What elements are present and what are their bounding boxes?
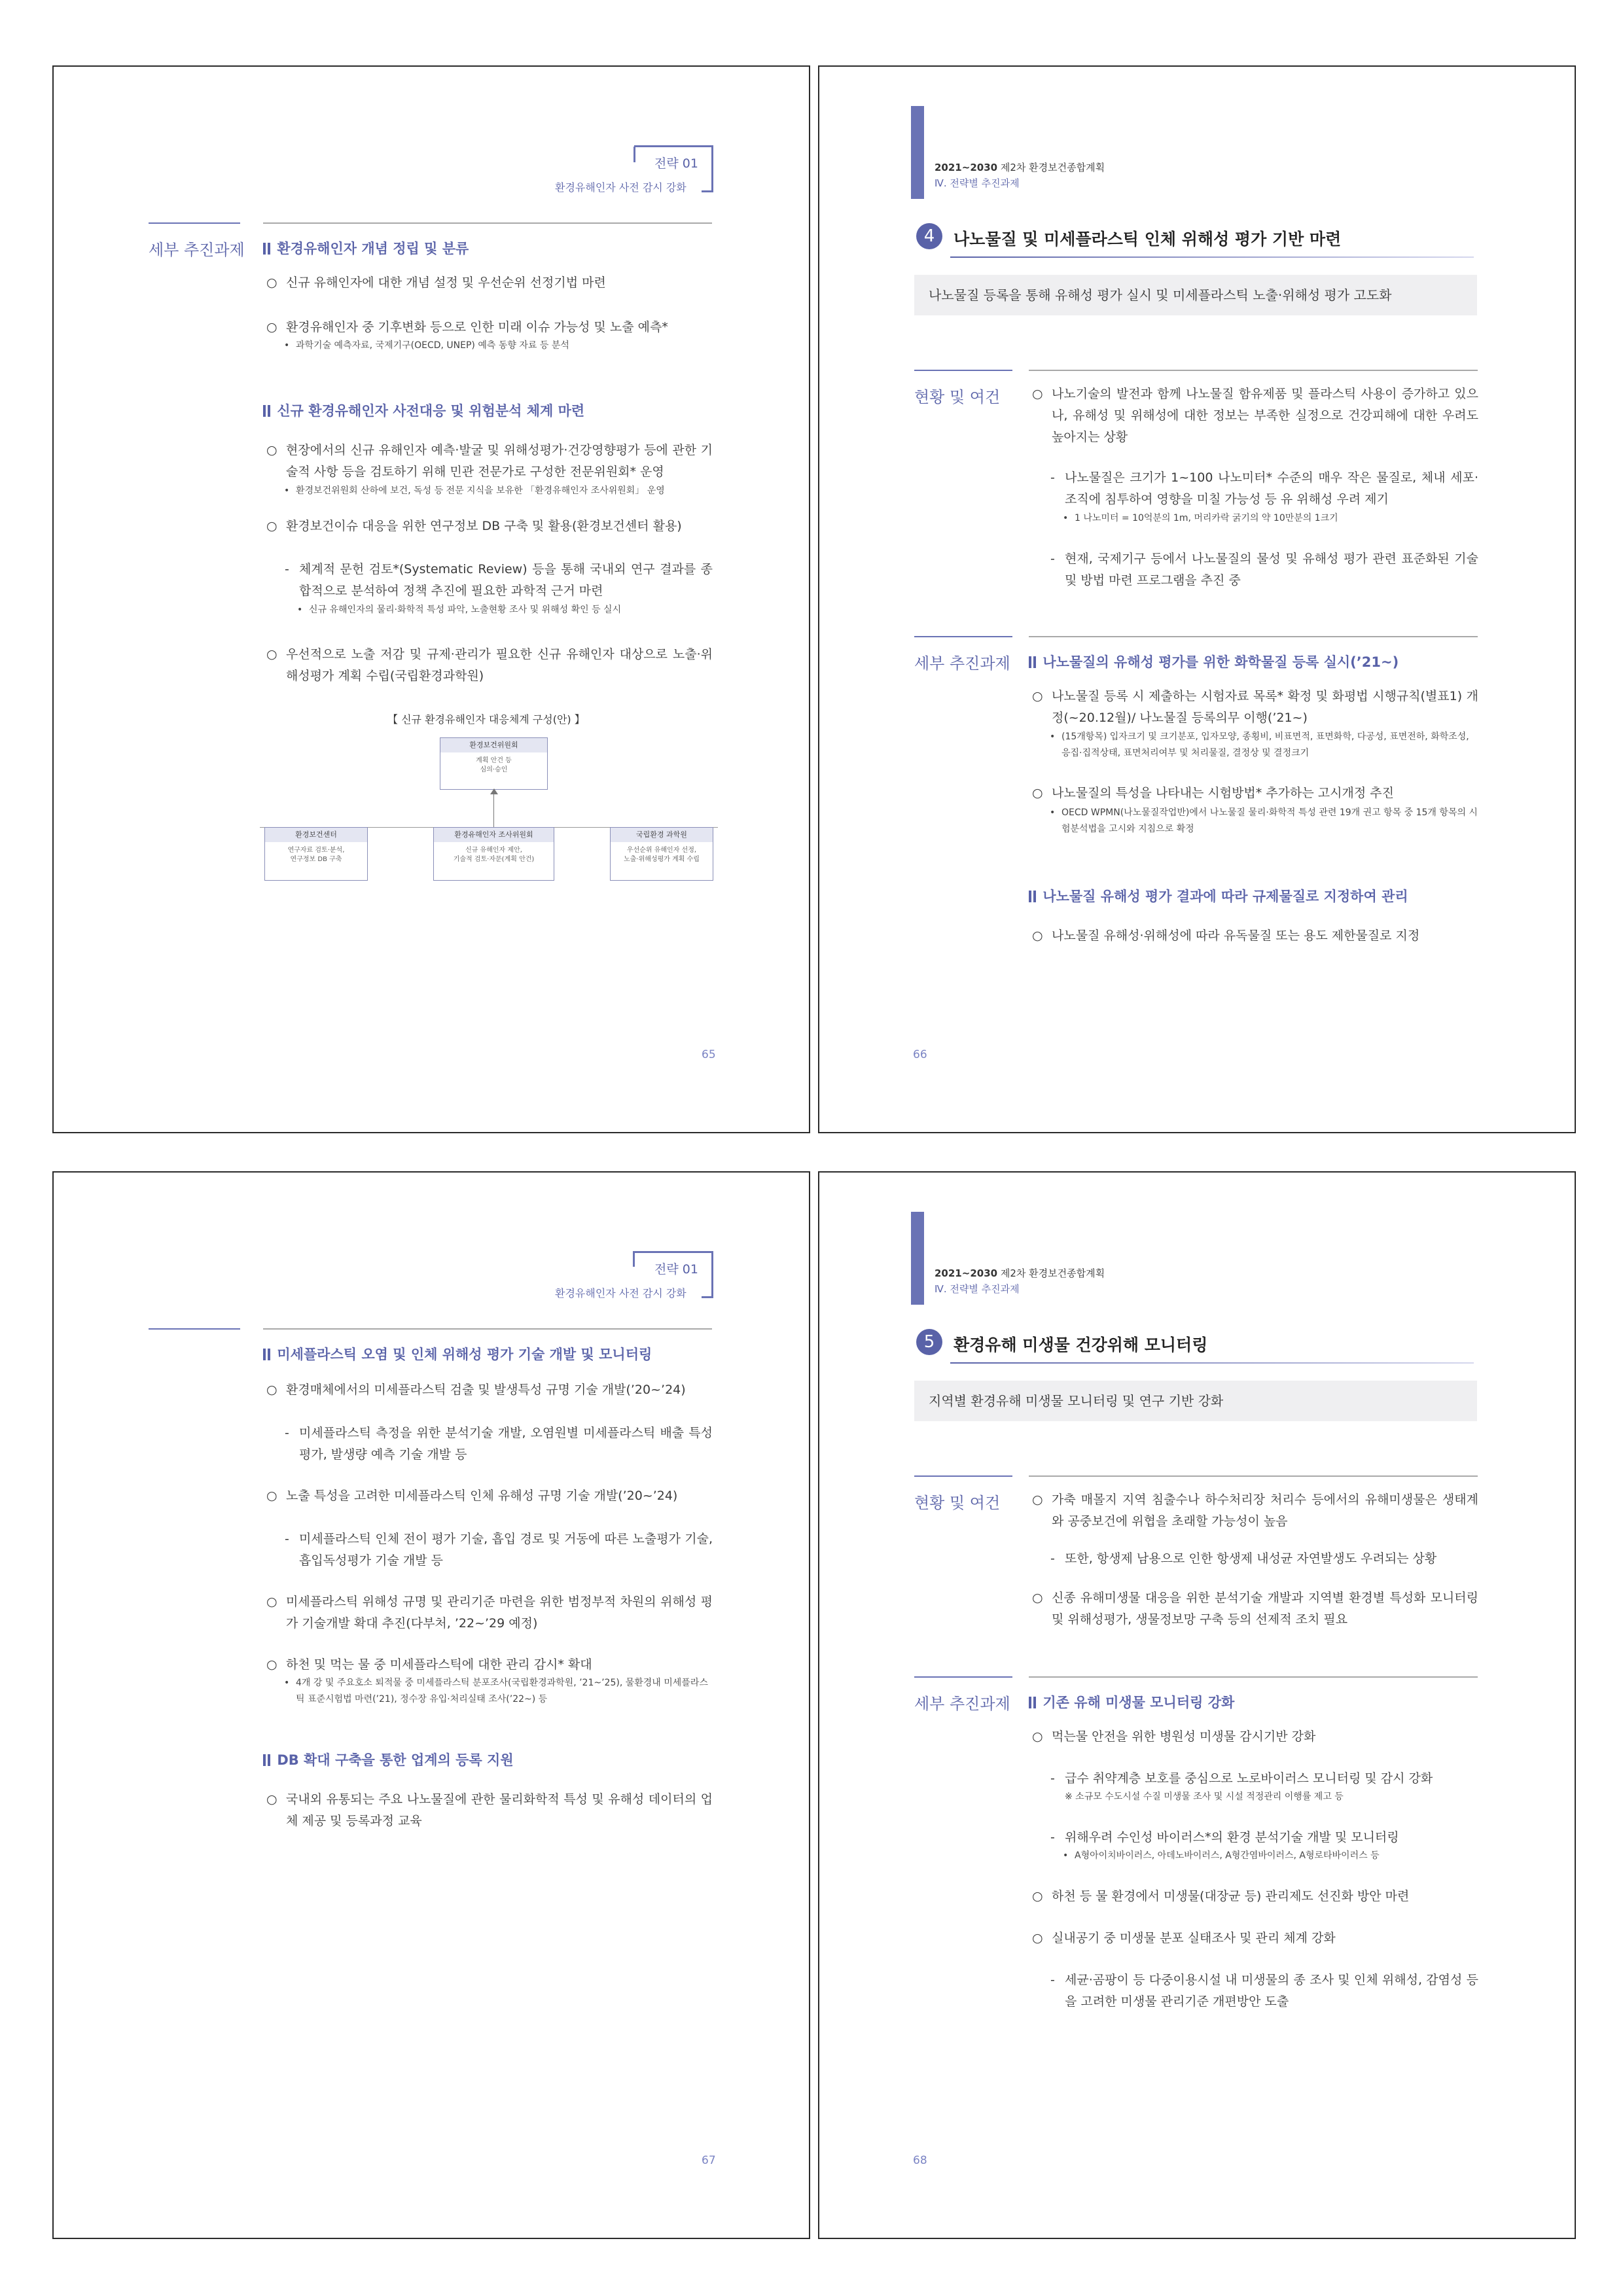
list-item: ○ 미세플라스틱 위해성 규명 및 관리기준 마련을 위한 범정부적 차원의 위해성 평가 기술개발 확대 추진(다부처, ’22~’29 예정) [266,1595,713,1631]
section-rule [1029,1475,1478,1477]
diagram-box-head: 환경유해인자 조사위원회 [434,828,554,842]
header-bar [911,106,924,199]
summary-box: 지역별 환경유해 미생물 모니터링 및 연구 기반 강화 [914,1381,1477,1421]
side-rule [149,222,240,224]
diagram-title: 【 신규 환경유해인자 대응체계 구성(안) 】 [387,713,585,726]
section-rule [263,222,712,224]
diagram-box-text: 연구정보 DB 구축 [290,856,342,863]
diagram-box-center [264,827,368,881]
diagram-box-text: 우선순위 유해인자 선정, [626,847,697,854]
section-title: 환경유해 미생물 건강위해 모니터링 [954,1335,1208,1354]
section-heading: 기존 유해 미생물 모니터링 강화 [1029,1692,1234,1712]
sub-item: - 세균·곰팡이 등 다중이용시설 내 미생물의 종 조사 및 인체 위해성, 감염성 등을 고려한 미생물 관리기준 개편방안 도출 [1050,1973,1478,2009]
section-heading: 나노물질 유해성 평가 결과에 따라 규제물질로 지정하여 관리 [1029,886,1408,906]
summary-box: 나노물질 등록을 통해 유해성 평가 실시 및 미세플라스틱 노출·위해성 평가 고도화 [914,275,1477,315]
side-label: 현황 및 여건 [914,1494,1001,1512]
page-66 [818,65,1576,1133]
list-item: ○ 환경유해인자 중 기후변화 등으로 인한 미래 이슈 가능성 및 노출 예측* [266,320,668,334]
diagram-box-text: 신규 유해인자 제안, [465,847,522,854]
list-item: ○ 나노물질 유해성·위해성에 따라 유독물질 또는 용도 제한물질로 지정 [1032,928,1420,943]
section-rule [1029,636,1478,637]
diagram-box-text: 심의·승인 [480,766,508,773]
diagram-box-head: 환경보건위원회 [440,738,547,752]
sub-item: - 미세플라스틱 측정을 위한 분석기술 개발, 오염원별 미세플라스틱 배출 특성 평가, 발생량 예측 기술 개발 등 [285,1426,713,1462]
strategy-subtitle: 환경유해인자 사전 감시 강화 [555,1287,687,1299]
side-label: 현황 및 여건 [914,388,1001,406]
list-item: ○ 신규 유해인자에 대한 개념 설정 및 우선순위 선정기법 마련 [266,275,606,290]
list-item: ○ 하천 및 먹는 물 중 미세플라스틱에 대한 관리 감시* 확대 [266,1657,592,1672]
page-number: 66 [913,1048,927,1061]
sub-item: - 위해우려 수인성 바이러스*의 환경 분석기술 개발 및 모니터링 [1050,1830,1399,1845]
page-number: 65 [702,1048,716,1061]
side-label: 세부 추진과제 [914,654,1010,673]
side-label: 세부 추진과제 [914,1695,1010,1713]
list-item: ○ 먹는물 안전을 위한 병원성 미생물 감시기반 강화 [1032,1729,1316,1744]
header-chapter: Ⅳ. 전략별 추진과제 [935,177,1020,189]
page-67 [52,1171,810,2239]
list-item: ○ 신종 유해미생물 대응을 위한 분석기술 개발과 지역별 환경별 특성화 모니터링 및 위해성평가, 생물정보망 구축 등의 선제적 조치 필요 [1032,1591,1478,1627]
side-rule [149,1328,240,1330]
diagram-box-nier [610,827,713,881]
header-plan-title: 2021~2030 제2차 환경보건종합계획 [935,162,1105,173]
diagram-box-committee [440,737,548,790]
strategy-bracket [633,147,635,162]
section-heading: 미세플라스틱 오염 및 인체 위해성 평가 기술 개발 및 모니터링 [263,1344,652,1364]
section-heading: 나노물질의 유해성 평가를 위한 화학물질 등록 실시(’21~) [1029,652,1399,671]
side-rule [914,1475,1012,1477]
list-item: ○ 하천 등 물 환경에서 미생물(대장균 등) 관리제도 선진화 방안 마련 [1032,1889,1410,1903]
footnote: • 과학기술 예측자료, 국제기구(OECD, UNEP) 예측 동향 자료 등 분석 [284,340,569,351]
section-heading: 환경유해인자 개념 정립 및 분류 [263,238,469,258]
section-heading: DB 확대 구축을 통한 업계의 등록 지원 [263,1750,514,1769]
footnote: • A형아이치바이러스, 아데노바이러스, A형간염바이러스, A형로타바이러스 등 [1063,1850,1380,1861]
page-68 [818,1171,1576,2239]
strategy-bracket-left [633,1251,635,1267]
strategy-label: 전략 01 [654,156,698,171]
diagram-box-head: 국립환경 과학원 [611,828,713,842]
list-item: ○ 우선적으로 노출 저감 및 규제·관리가 필요한 신규 유해인자 대상으로 노출·위해성평가 계획 수립(국립환경과학원) [266,647,713,683]
sub-item: - 미세플라스틱 인체 전이 평가 기술, 흡입 경로 및 거동에 따른 노출평가 기술, 흡입독성평가 기술 개발 등 [285,1532,713,1568]
strategy-subtitle: 환경유해인자 사전 감시 강화 [555,181,687,194]
sub-item: - 현재, 국제기구 등에서 나노물질의 물성 및 유해성 평가 관련 표준화된 기술 및 방법 마련 프로그램을 추진 중 [1050,552,1478,588]
strategy-bracket-bottom [702,1296,713,1298]
list-item: ○ 국내외 유통되는 주요 나노물질에 관한 물리화학적 특성 및 유해성 데이터의 업체 제공 및 등록과정 교육 [266,1792,713,1828]
diagram-box-text: 노출·위해성평가 계획 수립 [624,856,700,863]
diagram-box-text: 연구자료 검토·분석, [287,847,345,854]
list-item: ○ 나노물질의 특성을 나타내는 시험방법* 추가하는 고시개정 추진 [1032,786,1394,800]
list-item: ○ 나노기술의 발전과 함께 나노물질 함유제품 및 플라스틱 사용이 증가하고 있으나, 유해성 및 위해성에 대한 정보는 부족한 실정으로 건강피해에 대한 우려도 높아지는 상황 [1032,387,1478,444]
list-item: ○ 실내공기 중 미생물 분포 실태조사 및 관리 체계 강화 [1032,1931,1336,1945]
side-rule [914,1676,1012,1678]
footnote: ※ 소규모 수도시설 수질 미생물 조사 및 시설 적정관리 이행률 제고 등 [1065,1792,1344,1802]
footnote: • 환경보건위원회 산하에 보건, 독성 등 전문 지식을 보유한 「환경유해인자 조사위원회」 운영 [284,486,665,496]
strategy-bracket-right [711,145,713,192]
footnote: • 1 나노미터 = 10억분의 1m, 머리카락 굵기의 약 10만분의 1크기 [1063,513,1338,523]
strategy-bracket-top [634,1251,713,1253]
list-item: ○ 노출 특성을 고려한 미세플라스틱 인체 유해성 규명 기술 개발(’20~’24) [266,1489,678,1503]
list-item: ○ 가축 매몰지 지역 침출수나 하수처리장 처리수 등에서의 유해미생물은 생태계와 공중보건에 위협을 초래할 가능성이 높음 [1032,1492,1478,1528]
footnote: • 4개 강 및 주요호소 퇴적물 중 미세플라스틱 분포조사(국립환경과학원, ’21~’25), 물환경내 미세플라스틱 표준시험법 마련(’21), 정수장 유입·처리실태 조사(’22~) 등 [284,1678,708,1704]
side-label: 세부 추진과제 [149,241,245,259]
footnote: • 신규 유해인자의 물리·화학적 특성 파악, 노출현황 조사 및 위해성 확인 등 실시 [297,605,622,615]
diagram-box-text: 계획 안건 등 [476,757,512,764]
list-item: ○ 환경보건이슈 대응을 위한 연구정보 DB 구축 및 활용(환경보건센터 활용) [266,519,682,533]
footnote: • (15개항목) 입자크기 및 크기분포, 입자모양, 종횡비, 비표면적, 표면화학, 다공성, 표면전하, 화학조성, 응집·집적상태, 표면처리여부 및 처리물질, 결정상 및 결정크기 [1050,732,1469,758]
list-item: ○ 환경매체에서의 미세플라스틱 검출 및 발생특성 규명 기술 개발(’20~’24) [266,1383,686,1397]
list-item: ○ 나노물질 등록 시 제출하는 시험자료 목록* 확정 및 화평법 시행규칙(별표1) 개정(~20.12월)/ 나노물질 등록의무 이행(’21~) [1032,689,1478,725]
title-underline [950,256,1474,258]
diagram-box-investigation [433,827,554,881]
page-65 [52,65,810,1133]
header-plan-title: 2021~2030 제2차 환경보건종합계획 [935,1267,1105,1279]
diagram-box-text: 기술적 검토·자문(계획 안건) [453,856,535,863]
section-rule [263,1328,712,1330]
title-underline [950,1362,1474,1364]
page-number: 68 [913,2154,927,2167]
strategy-bracket-top [634,145,713,147]
section-rule [1029,1676,1478,1678]
section-title: 나노물질 및 미세플라스틱 인체 위해성 평가 기반 마련 [954,230,1342,249]
sub-item: - 급수 취약계층 보호를 중심으로 노로바이러스 모니터링 및 감시 강화 [1050,1771,1433,1786]
sub-item: - 나노물질은 크기가 1~100 나노미터* 수준의 매우 작은 물질로, 체내 세포·조직에 침투하여 영향을 미칠 가능성 등 유 위해성 우려 제기 [1050,470,1478,506]
side-rule [914,636,1012,637]
strategy-label: 전략 01 [654,1262,698,1277]
section-number-badge: 4 [916,223,942,249]
sub-item: - 또한, 항생제 남용으로 인한 항생제 내성균 자연발생도 우려되는 상황 [1050,1551,1437,1566]
section-heading: 신규 환경유해인자 사전대응 및 위험분석 체계 마련 [263,400,584,420]
side-rule [914,370,1012,371]
diagram-box-head: 환경보건센터 [265,828,367,842]
header-chapter: Ⅳ. 전략별 추진과제 [935,1283,1020,1295]
header-bar [911,1212,924,1305]
diagram-arrow-head [490,788,498,794]
list-item: ○ 현장에서의 신규 유해인자 예측·발굴 및 위해성평가·건강영향평가 등에 관한 기술적 사항 등을 검토하기 위해 민관 전문가로 구성한 전문위원회* 운영 [266,443,713,479]
section-number-badge: 5 [916,1329,942,1355]
page-number: 67 [702,2154,716,2167]
diagram-arrow [493,793,494,827]
section-rule [1029,370,1478,371]
strategy-bracket-bottom [702,190,713,192]
footnote: • OECD WPMN(나노물질작업반)에서 나노물질 물리·화학적 특성 관련 19개 권고 항목 중 15개 항목의 시험분석법을 고시와 지침으로 확정 [1050,807,1478,834]
sub-item: - 체계적 문헌 검토*(Systematic Review) 등을 통해 국내외 연구 결과를 종합적으로 분석하여 정책 추진에 필요한 과학적 근거 마련 [285,562,713,598]
strategy-bracket-right [711,1251,713,1298]
